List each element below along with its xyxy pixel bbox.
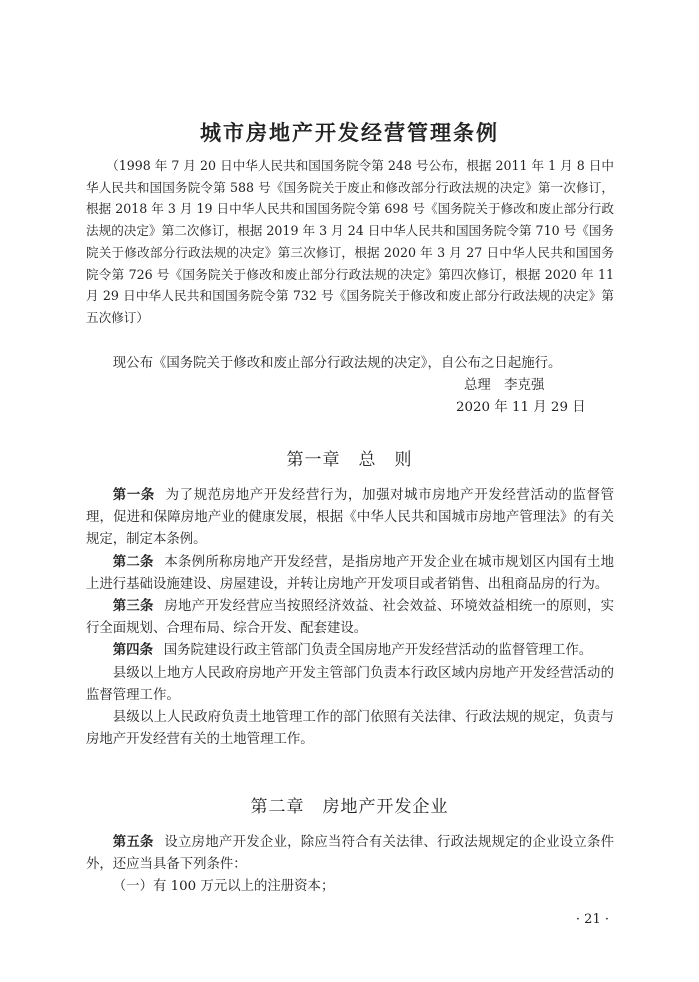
paragraph: （一）有 100 万元以上的注册资本； (112, 879, 335, 895)
chapter-body (86, 832, 614, 899)
page-number: · 21 · (575, 912, 609, 927)
article-text: 本条例所称房地产开发经营，是指房地产开发企业在城市规划区内国有土地上进行基础设施建设、房屋建设，并转让房地产开发项目或者销售、出租商品房的行为。 (86, 554, 615, 592)
article-number: 第一条 (112, 488, 155, 503)
article-number: 第二条 (112, 554, 154, 570)
article-text: 房地产开发经营应当按照经济效益、社会效益、环境效益相统一的原则，实行全面规划、合理布局、综合开发、配套建设。 (86, 599, 615, 637)
promulgation-date: 2020 年 11 月 29 日 (456, 400, 586, 415)
signature: 总理 李克强 (464, 378, 545, 393)
article-number: 第五条 (112, 835, 154, 850)
document-title: 城市房地产开发经营管理条例 (200, 121, 499, 145)
promulgation-statement: 现公布《国务院关于修改和废止部分行政法规的决定》，自公布之日起施行。 (112, 356, 562, 371)
article-number: 第四条 (112, 643, 153, 659)
chapter-heading: 第二章 房地产开发企业 (250, 797, 449, 817)
article-number: 第三条 (112, 599, 154, 615)
article-paragraph (86, 552, 614, 596)
chapter-heading: 第一章 总 则 (286, 450, 413, 470)
revision-history-note: （1998 年 7 月 20 日中华人民共和国国务院令第 248 号公布，根据 2011 年 1 月 8 日中华人民共和国国务院令第 588 号《国务院关于废止和修改部分行政法规的决定》第一次修订，根据 2018 年 3 月 19 日中华人民共和国国务院令第 698 号《国务院关于修改和废止部分行政法规的决定》第二次修订，根据 2019 年 3 月 24 日中华人民共和国国务院令第 710 号《国务院关于修改部分行政法规的决定》第三次修订，根据 2020 年 3 月 27 日中华人民共和国国务院令第 726 号《国务院关于修改和废止部分行政法规的决定》第四次修订，根据 2020 年 11 月 29 日中华人民共和国国务院令第 732 号《国务院关于修改和废止部分行政法规的决定》第五次修订） (86, 158, 614, 325)
article-text: 设立房地产开发企业，除应当符合有关法律、行政法规规定的企业设立条件外，还应当具备下列条件： (86, 835, 615, 873)
article-paragraph (86, 596, 614, 640)
article-text: 为了规范房地产开发经营行为，加强对城市房地产开发经营活动的监督管理，促进和保障房地产业的健康发展，根据《中华人民共和国城市房地产管理法》的有关规定，制定本条例。 (86, 488, 615, 548)
paragraph: 县级以上人民政府负责土地管理工作的部门依照有关法律、行政法规的规定，负责与房地产开发经营有关的土地管理工作。 (86, 710, 614, 748)
chapter-body (86, 485, 614, 751)
article-paragraph (86, 640, 614, 662)
article-paragraph (86, 485, 614, 552)
promulgation-block (86, 353, 614, 419)
article-text: 国务院建设行政主管部门负责全国房地产开发经营活动的监督管理工作。 (163, 643, 593, 659)
article-paragraph (86, 832, 614, 876)
paragraph: 县级以上地方人民政府房地产开发主管部门负责本行政区域内房地产开发经营活动的监督管理工作。 (86, 665, 614, 703)
